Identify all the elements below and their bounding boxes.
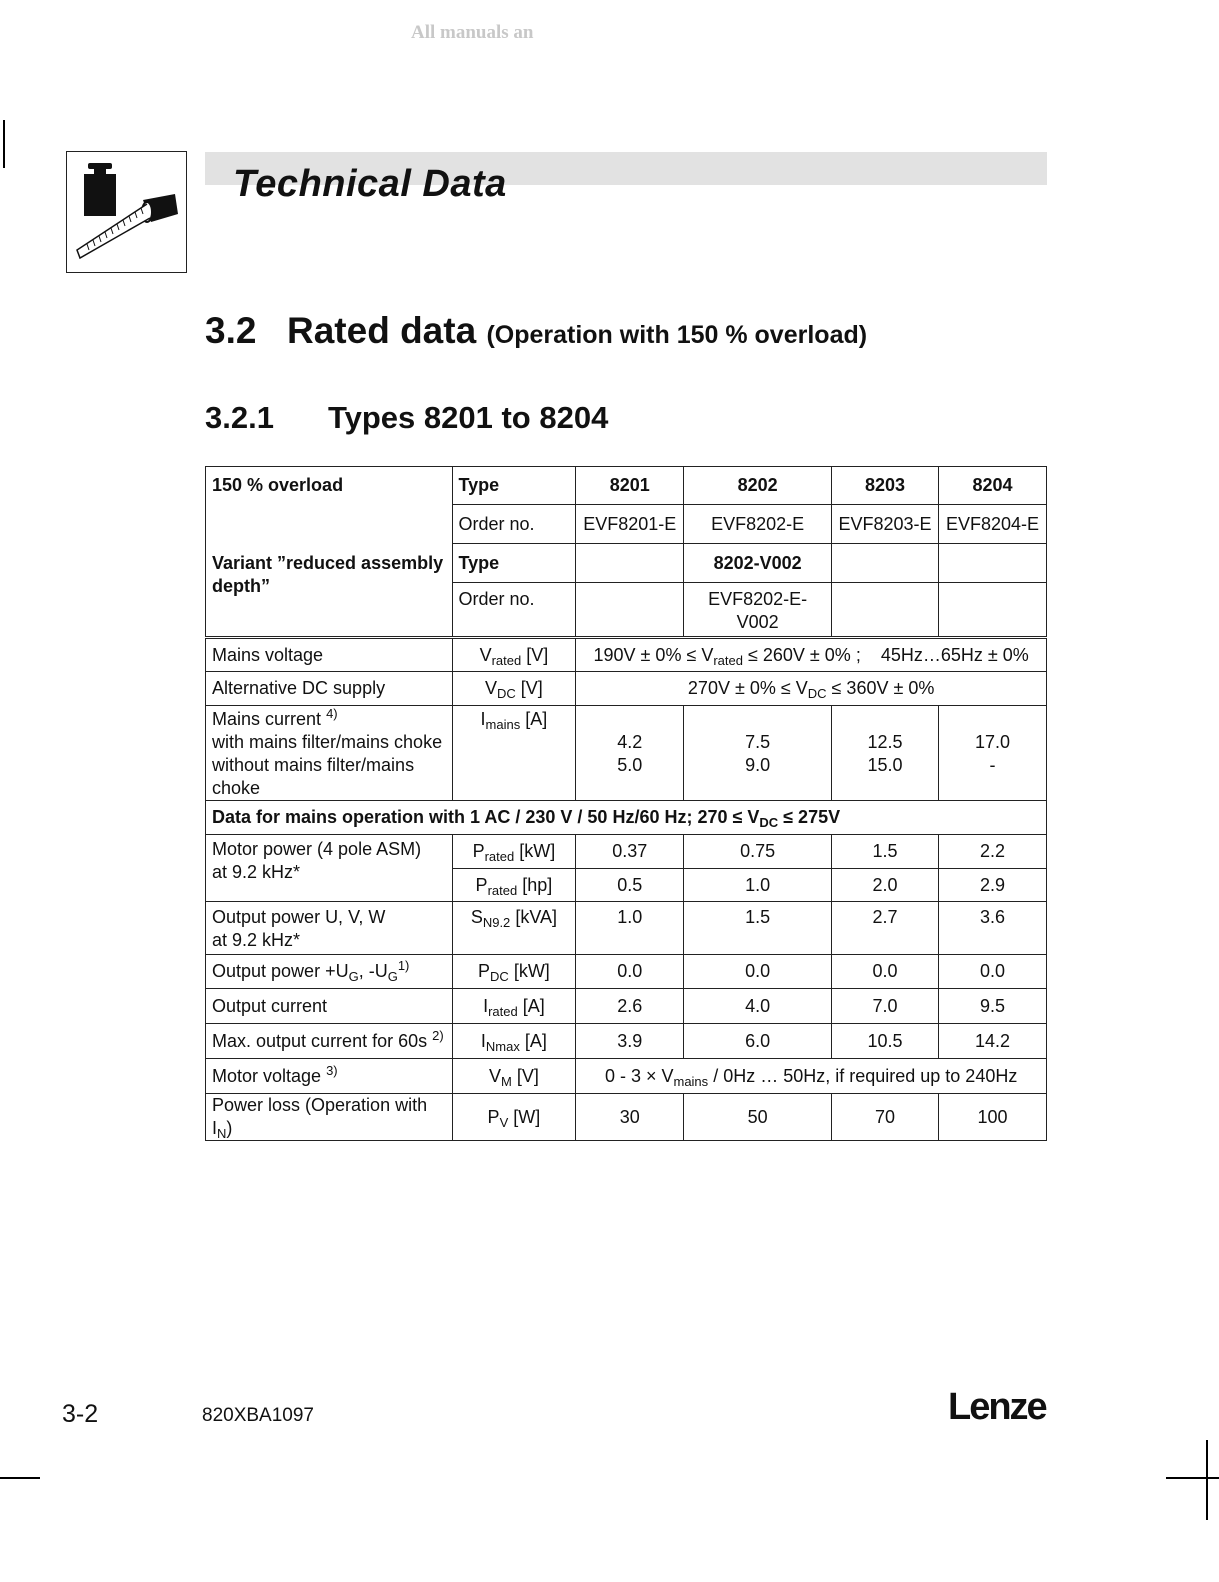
crop-mark-bottom-right-v (1206, 1440, 1208, 1520)
mains-voltage-symbol: $V_{rated}$ [V] (452, 638, 576, 672)
watermark: All manuals an (411, 22, 534, 43)
output-power-8203: 2.7 (832, 902, 939, 955)
order-label: Order no. (452, 505, 576, 544)
subsection-heading (205, 400, 608, 436)
output-power-ug-label: Output power $+U_G$, $-U_G^{1)}$ (206, 955, 453, 989)
table-row (206, 801, 1047, 835)
mains-current-8202: 7.5 9.0 (684, 706, 832, 801)
motor-power-kw-8202: 0.75 (684, 835, 832, 869)
output-power-ug-8204: 0.0 (939, 955, 1047, 989)
output-power-8201: 1.0 (576, 902, 684, 955)
output-power-ug-8202: 0.0 (684, 955, 832, 989)
output-power-8202: 1.5 (684, 902, 832, 955)
section-title: Rated data (287, 310, 477, 351)
variant-type-label: Type (452, 544, 576, 583)
motor-power-hp-8204: 2.9 (939, 869, 1047, 902)
table-row (206, 672, 1047, 706)
table-row (206, 1094, 1047, 1141)
motor-power-hp-8201: 0.5 (576, 869, 684, 902)
order-8201: EVF8201-E (576, 505, 684, 544)
output-power-ug-symbol: $P_{DC}$ [kW] (452, 955, 576, 989)
power-loss-symbol: $P_V$ [W] (452, 1094, 576, 1141)
empty-cell (939, 544, 1047, 583)
type-8204: 8204 (939, 467, 1047, 505)
max-current-8203: 10.5 (832, 1024, 939, 1059)
output-current-8204: 9.5 (939, 989, 1047, 1024)
table-row (206, 467, 1047, 505)
table-row (206, 835, 1047, 869)
power-loss-8203: 70 (832, 1094, 939, 1141)
max-current-8202: 6.0 (684, 1024, 832, 1059)
operation-header: Data for mains operation with 1 AC / 230 V / 50 Hz/60 Hz; $270 \le V_{DC} \le 275V$ (206, 801, 1047, 835)
power-loss-label: Power loss (Operation with $I_N$) (206, 1094, 453, 1141)
output-current-symbol: $I_{rated}$ [A] (452, 989, 576, 1024)
variant-order-label: Order no. (452, 583, 576, 638)
variant-type: 8202-V002 (684, 544, 832, 583)
mains-current-symbol: $I_{mains}$ [A] (452, 706, 576, 801)
page-title: Technical Data (233, 163, 507, 205)
empty-cell (832, 544, 939, 583)
output-power-symbol: $S_{N9.2}$ [kVA] (452, 902, 576, 955)
subsection-number: 3.2.1 (205, 400, 274, 435)
max-current-8204: 14.2 (939, 1024, 1047, 1059)
type-8201: 8201 (576, 467, 684, 505)
output-power-ug-8201: 0.0 (576, 955, 684, 989)
section-number: 3.2 (205, 310, 257, 351)
motor-power-label: Motor power (4 pole ASM) at 9.2 kHz* (206, 835, 453, 902)
type-label: Type (452, 467, 576, 505)
empty-cell (576, 544, 684, 583)
output-current-8201: 2.6 (576, 989, 684, 1024)
table-row (206, 989, 1047, 1024)
dc-supply-value: $270V \pm 0\% \le V_{DC} \le 360V \pm 0\%$ (576, 672, 1047, 706)
table-row (206, 706, 1047, 801)
subsection-title: Types 8201 to 8204 (328, 400, 609, 435)
empty-cell (832, 583, 939, 638)
weights-and-tape-measure-icon (66, 151, 187, 273)
motor-voltage-value: $0 - 3 \times V_{mains} / 0Hz$ … 50Hz, if required up to 240Hz (576, 1059, 1047, 1094)
table-row (206, 1024, 1047, 1059)
motor-power-hp-8203: 2.0 (832, 869, 939, 902)
variant-label: Variant ”reduced assembly depth” (206, 544, 453, 638)
order-8202: EVF8202-E (684, 505, 832, 544)
motor-voltage-label: Motor voltage $^{3)}$ (206, 1059, 453, 1094)
mains-current-8201: 4.2 5.0 (576, 706, 684, 801)
crop-mark-top-left (3, 120, 5, 168)
order-8204: EVF8204-E (939, 505, 1047, 544)
dc-supply-symbol: $V_{DC}$ [V] (452, 672, 576, 706)
variant-order: EVF8202-E- V002 (684, 583, 832, 638)
empty-cell (939, 583, 1047, 638)
motor-power-kw-symbol: $P_{rated}$ [kW] (452, 835, 576, 869)
motor-voltage-symbol: $V_M$ [V] (452, 1059, 576, 1094)
max-current-label: Max. output current for 60s $^{2)}$ (206, 1024, 453, 1059)
table-row (206, 544, 1047, 583)
power-loss-8201: 30 (576, 1094, 684, 1141)
section-heading (205, 310, 867, 352)
table-row (206, 638, 1047, 672)
brand-logo: Lenze (948, 1386, 1046, 1428)
type-8203: 8203 (832, 467, 939, 505)
output-current-8203: 7.0 (832, 989, 939, 1024)
table-row (206, 902, 1047, 955)
mains-voltage-value: $190V \pm 0\% \le V_{rated} \le 260V \pm 0\%$ ; 45Hz…65Hz ± 0% (576, 638, 1047, 672)
power-loss-8204: 100 (939, 1094, 1047, 1141)
output-power-ug-8203: 0.0 (832, 955, 939, 989)
output-current-8202: 4.0 (684, 989, 832, 1024)
output-power-label: Output power U, V, W at 9.2 kHz* (206, 902, 453, 955)
motor-power-kw-8203: 1.5 (832, 835, 939, 869)
mains-current-label: Mains current $^{4)}$ with mains filter/mains choke without mains filter/mains choke (206, 706, 453, 801)
motor-power-hp-symbol: $P_{rated}$ [hp] (452, 869, 576, 902)
mains-current-8203: 12.5 15.0 (832, 706, 939, 801)
document-code: 820XBA1097 (202, 1405, 314, 1426)
empty-cell (576, 583, 684, 638)
dc-supply-label: Alternative DC supply (206, 672, 453, 706)
motor-power-hp-8202: 1.0 (684, 869, 832, 902)
order-8203: EVF8203-E (832, 505, 939, 544)
max-current-symbol: $I_{Nmax}$ [A] (452, 1024, 576, 1059)
table-row (206, 1059, 1047, 1094)
motor-power-kw-8204: 2.2 (939, 835, 1047, 869)
rated-data-table (205, 466, 1047, 1141)
crop-mark-bottom-left (0, 1477, 40, 1479)
mains-current-8204: 17.0 - (939, 706, 1047, 801)
motor-power-kw-8201: 0.37 (576, 835, 684, 869)
crop-mark-bottom-right-h (1166, 1477, 1219, 1479)
output-current-label: Output current (206, 989, 453, 1024)
type-8202: 8202 (684, 467, 832, 505)
page-number: 3-2 (62, 1400, 99, 1428)
section-subtitle: (Operation with 150 % overload) (486, 321, 868, 349)
power-loss-8202: 50 (684, 1094, 832, 1141)
max-current-8201: 3.9 (576, 1024, 684, 1059)
mains-voltage-label: Mains voltage (206, 638, 453, 672)
table-row (206, 955, 1047, 989)
overload-label: 150 % overload (206, 467, 453, 544)
output-power-8204: 3.6 (939, 902, 1047, 955)
